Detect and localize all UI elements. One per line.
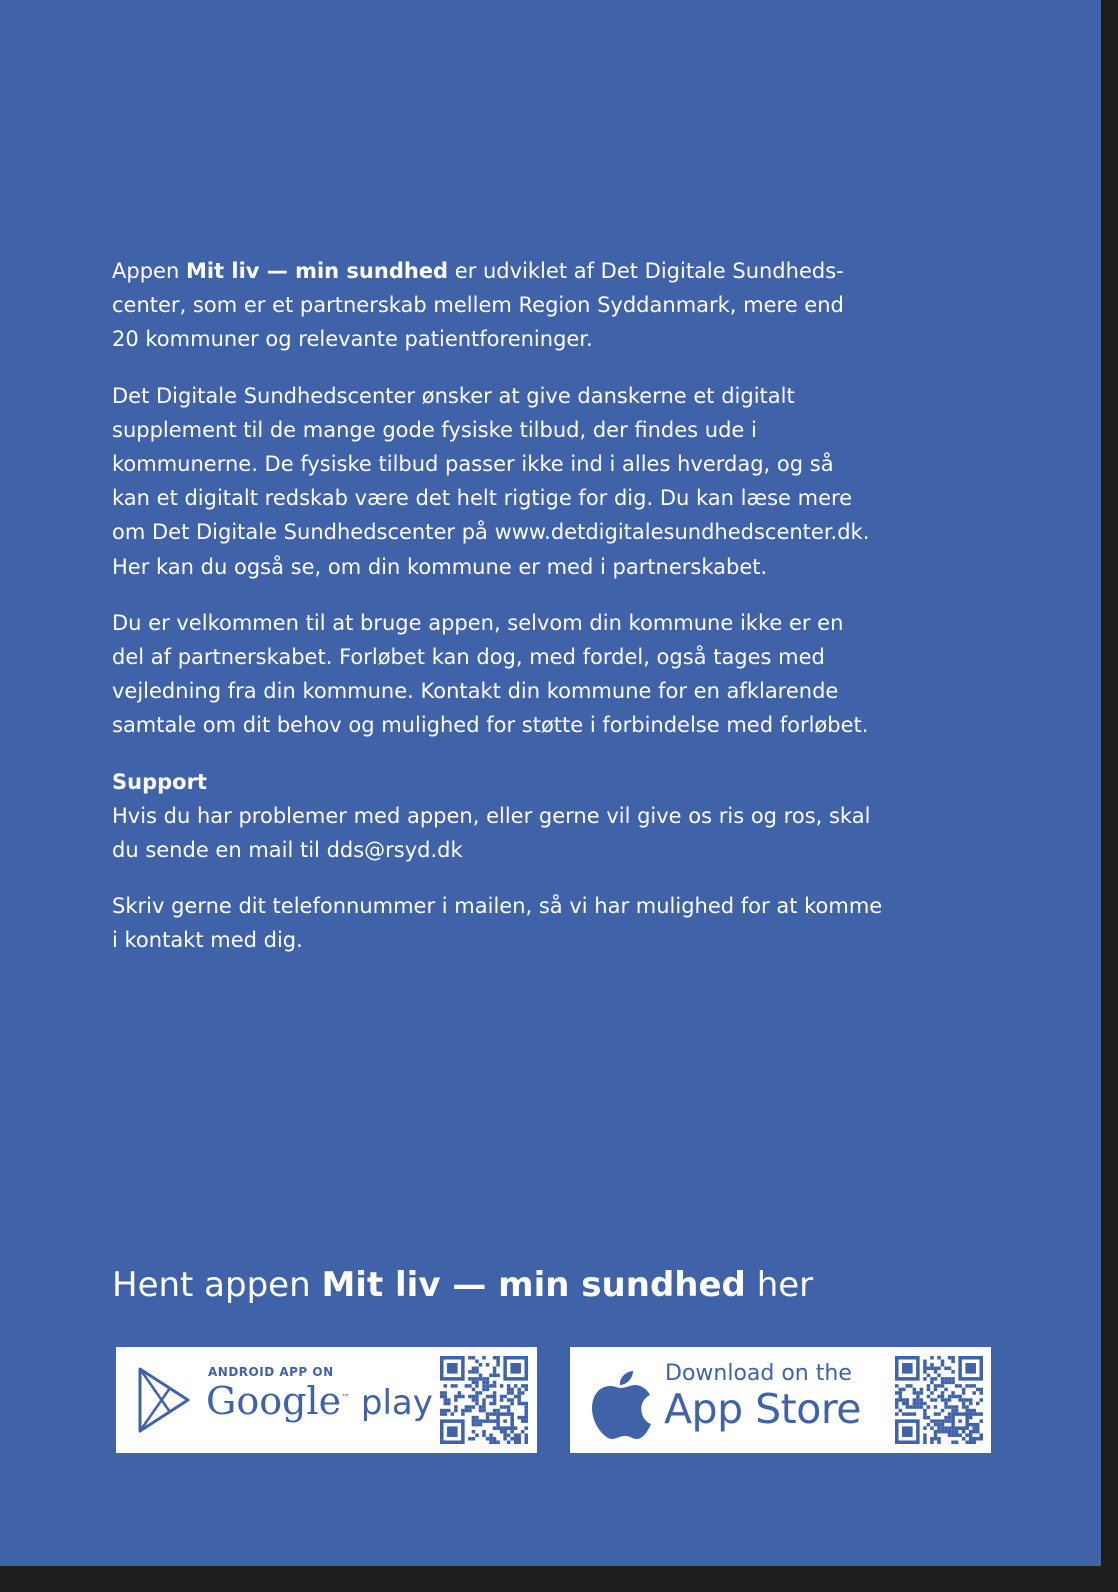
- intro-line-1: Appen Mit liv — min sundhed er udviklet af Det Digitale Sundheds-: [112, 259, 844, 283]
- app-store-badge[interactable]: [570, 1347, 991, 1453]
- text-line: supplement til de mange gode fysiske tilbud, der findes ude i: [112, 417, 757, 442]
- text-line: Hvis du har problemer med appen, eller gerne vil give os ris og ros, skal: [112, 803, 871, 828]
- app-store-wordmark: App Store: [664, 1385, 861, 1433]
- download-heading: Hent appen Mit liv — min sundhed her: [112, 1265, 814, 1305]
- text-line: kan et digitalt redskab være det helt rigtige for dig. Du kan læse mere: [112, 486, 853, 511]
- text-line: Du er velkommen til at bruge appen, selvom din kommune ikke er en: [112, 610, 844, 635]
- text-line: Her kan du også se, om din kommune er med i partnerskabet.: [112, 554, 768, 579]
- text-line: samtale om dit behov og mulighed for støtte i forbindelse med forløbet.: [112, 713, 869, 738]
- support-heading: Support: [112, 769, 207, 794]
- google-qr-code: [440, 1356, 528, 1444]
- apple-icon: [588, 1367, 654, 1439]
- text-line: Det Digitale Sundhedscenter ønsker at give danskerne et digitalt: [112, 383, 795, 408]
- android-label: ANDROID APP ON: [208, 1365, 334, 1379]
- text-line: om Det Digitale Sundhedscenter på www.detdigitalesundhedscenter.dk.: [112, 520, 870, 545]
- phone-paragraph: [112, 889, 1012, 957]
- apple-qr-code: [895, 1356, 983, 1444]
- text-line: i kontakt med dig.: [112, 928, 303, 953]
- text-line: Skriv gerne dit telefonnummer i mailen, så vi har mulighed for at komme: [112, 894, 883, 919]
- text-line: kommunerne. De fysiske tilbud passer ikke ind i alles hverdag, og så: [112, 452, 834, 477]
- app-name: Mit liv — min sundhed: [185, 259, 449, 283]
- download-app-name: Mit liv — min sundhed: [321, 1265, 746, 1305]
- text-line: du sende en mail til dds@rsyd.dk: [112, 838, 463, 863]
- google-play-badge[interactable]: [116, 1347, 537, 1453]
- body-text: [112, 254, 1012, 980]
- welcome-paragraph: [112, 606, 1012, 743]
- intro-line-2: center, som er et partnerskab mellem Region Syddanmark, mere end: [112, 293, 844, 318]
- partnership-paragraph: [112, 379, 1012, 584]
- support-paragraph: [112, 765, 1012, 868]
- intro-paragraph: [112, 254, 1012, 357]
- text-line: vejledning fra din kommune. Kontakt din kommune for en afklarende: [112, 679, 839, 704]
- google-play-icon: [136, 1365, 192, 1435]
- download-on-label: Download on the: [665, 1361, 852, 1386]
- intro-line-3: 20 kommuner og relevante patientforeninger.: [112, 327, 593, 352]
- google-play-wordmark: Google™ play: [206, 1379, 433, 1423]
- text-line: del af partnerskabet. Forløbet kan dog, med fordel, også tages med: [112, 645, 825, 670]
